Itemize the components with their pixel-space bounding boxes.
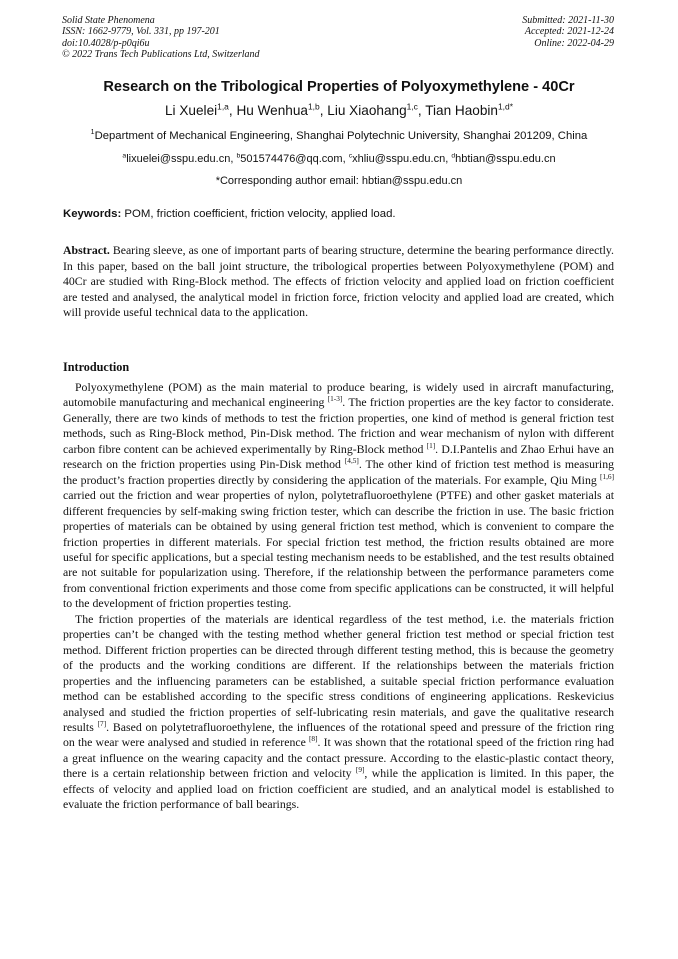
author-name: Li Xuelei: [165, 103, 218, 118]
introduction-body: [63, 380, 614, 813]
paragraph-text: The friction properties of the materials are identical regardless of the test method, i.e. the materials friction properties can’t be changed with the testing method whether general friction test method or special friction test method. Different friction properties can be directed through different testing method, this is because the geometry of the products and the working conditions are different. If the relationships between the materials friction properties and the influencing parameters can be established, a suitable special friction performance evaluation method can be established according to the specific stress conditions of engineering applications. Reskevicius analysed and studied the friction properties of self-lubricating resin materials, and gave the qualitative research results: [63, 611, 614, 734]
email-mark: a: [122, 152, 127, 160]
copyright-line: © 2022 Trans Tech Publications Ltd, Switzerland: [62, 49, 260, 61]
dates-info: [522, 15, 614, 49]
email-link[interactable]: xhliu@sspu.edu.cn: [352, 153, 446, 165]
author-affil-mark: 1,c: [406, 101, 418, 112]
citation[interactable]: [9]: [355, 765, 365, 775]
journal-name: Solid State Phenomena: [62, 15, 155, 26]
author-affil-mark: 1,a: [217, 101, 229, 112]
paragraph-text: carried out the friction and wear properties of nylon, polytetrafluoroethylene (PTFE) and other gasket materials at different frequencies by self-making swing friction tester, which can describe the friction in use. The basic friction properties of materials can be obtained by using general friction test method, which is convenient to compare the friction properties in different materials. For special friction test method, the friction results obtained are more useful for specific applications, but a special testing mechanism needs to be established, and the test results obtained are not suitable for popularization using. Therefore, if the relationship between the performance parameters come from conventional friction experiments and those come from specific applications can be constructed, it will helpful to the development of friction properties testing.: [63, 488, 614, 611]
corresponding-author: *Corresponding author email: hbtian@sspu.edu.cn: [215, 175, 463, 187]
author-name: Hu Wenhua: [236, 103, 308, 118]
section-heading: Introduction: [63, 360, 130, 374]
citation[interactable]: [1-3]: [327, 394, 343, 404]
affiliation: [0, 130, 678, 142]
email-link[interactable]: 501574476@qq.com: [240, 153, 343, 165]
paragraph: [63, 380, 614, 612]
email-list: $^a$lixuelei@sspu.edu.cn, $^b$501574476@qq.com, $^c$xhliu@sspu.edu.cn, $^d$hbtian@sspu.edu.cn: [122, 152, 556, 165]
citation[interactable]: [1,6]: [600, 471, 614, 481]
author-name: Tian Haobin: [425, 103, 498, 118]
email-mark: b: [236, 152, 241, 160]
author-name: Liu Xiaohang: [327, 103, 407, 118]
keywords-text: POM, friction coefficient, friction velocity, applied load.: [121, 208, 396, 220]
paragraph-text: . The friction properties are the key factor to considerate. Generally, there are two kinds of methods to test the friction properties, one kind of method is general friction test methods, such as Ring-Block method, Pin-Disk method. The friction and wear mechanism of nylon with different carbon fibre content can be achieved experimentally by Ring-Block method: [63, 395, 614, 456]
keywords-label: Keywords:: [63, 208, 122, 220]
abstract: [63, 243, 614, 321]
paragraph-text: , while the application is limited. In this paper, the effects of velocity and applied load on friction coefficient are studied, and an analytical model is established to evaluate the friction performance of ball bearings.: [63, 766, 614, 812]
affiliation-text: Department of Mechanical Engineering, Shanghai Polytechnic University, Shanghai 201209, China: [94, 130, 588, 142]
journal-info: [62, 15, 260, 61]
email-link[interactable]: hbtian@sspu.edu.cn: [455, 153, 556, 165]
citation[interactable]: [7]: [97, 719, 107, 729]
issn-line: ISSN: 1662-9779, Vol. 331, pp 197-201: [62, 26, 220, 38]
citation[interactable]: [1]: [426, 440, 436, 450]
abstract-text: Bearing sleeve, as one of important parts of bearing structure, determine the bearing performance directly. In this paper, based on the ball joint structure, the tribological properties between Polyoxymethylene (POM) and 40Cr are studied with Ring-Block method. The effects of friction velocity and applied load on friction coefficient are tested and analysed, the analytical model in friction force, friction velocity and applied load are created, which will provide useful technical data to the application.: [63, 243, 614, 319]
submitted-date: Submitted: 2021-11-30: [522, 15, 614, 26]
keywords: [63, 208, 614, 220]
citation[interactable]: [8]: [308, 734, 318, 744]
doi-line: doi:10.4028/p-p0qi6u: [62, 37, 150, 49]
accepted-date: Accepted: 2021-12-24: [524, 26, 614, 38]
author-affil-mark: 1,d*: [498, 101, 513, 112]
paper-title: Research on the Tribological Properties of Polyoxymethylene - 40Cr: [103, 79, 575, 95]
email-mark: c: [348, 152, 353, 160]
paragraph-text: . Based on polytetrafluoroethylene, the influences of the rotational speed and pressure of the friction ring on the wear were analysed and studied in reference: [63, 719, 614, 750]
affiliation-mark: 1: [90, 129, 95, 137]
paragraph-text: . The other kind of friction test method is measuring the product’s fraction properties directly by considering the application of the materials. For example, Qiu Ming: [63, 457, 614, 487]
paragraph: [63, 612, 614, 813]
citation[interactable]: [4,5]: [344, 456, 359, 466]
paragraph-text: . It was shown that the rotational speed of the friction ring had a great influence on the wearing capacity and the contact pressure. According to the elastic-plastic contact theory, there is a certain relationship between friction and velocity: [63, 735, 614, 781]
abstract-label: Abstract.: [63, 243, 110, 257]
paragraph-text: . D.I.Pantelis and Zhao Erhui have an research on the friction properties using Pin-Disk method: [63, 441, 614, 472]
online-date: Online: 2022-04-29: [534, 37, 614, 49]
author-affil-mark: 1,b: [307, 101, 320, 112]
author-list: Li Xuelei$^{1,a}$, Hu Wenhua$^{1,b}$, Liu Xiaohang$^{1,c}$, Tian Haobin$^{1,d*}$: [165, 101, 513, 118]
email-mark: d: [451, 152, 456, 160]
email-link[interactable]: lixuelei@sspu.edu.cn: [126, 153, 231, 165]
paragraph-text: Polyoxymethylene (POM) as the main material to produce bearing, is widely used in aircraft manufacturing, automobile manufacturing and mechanical engineering: [63, 380, 614, 410]
